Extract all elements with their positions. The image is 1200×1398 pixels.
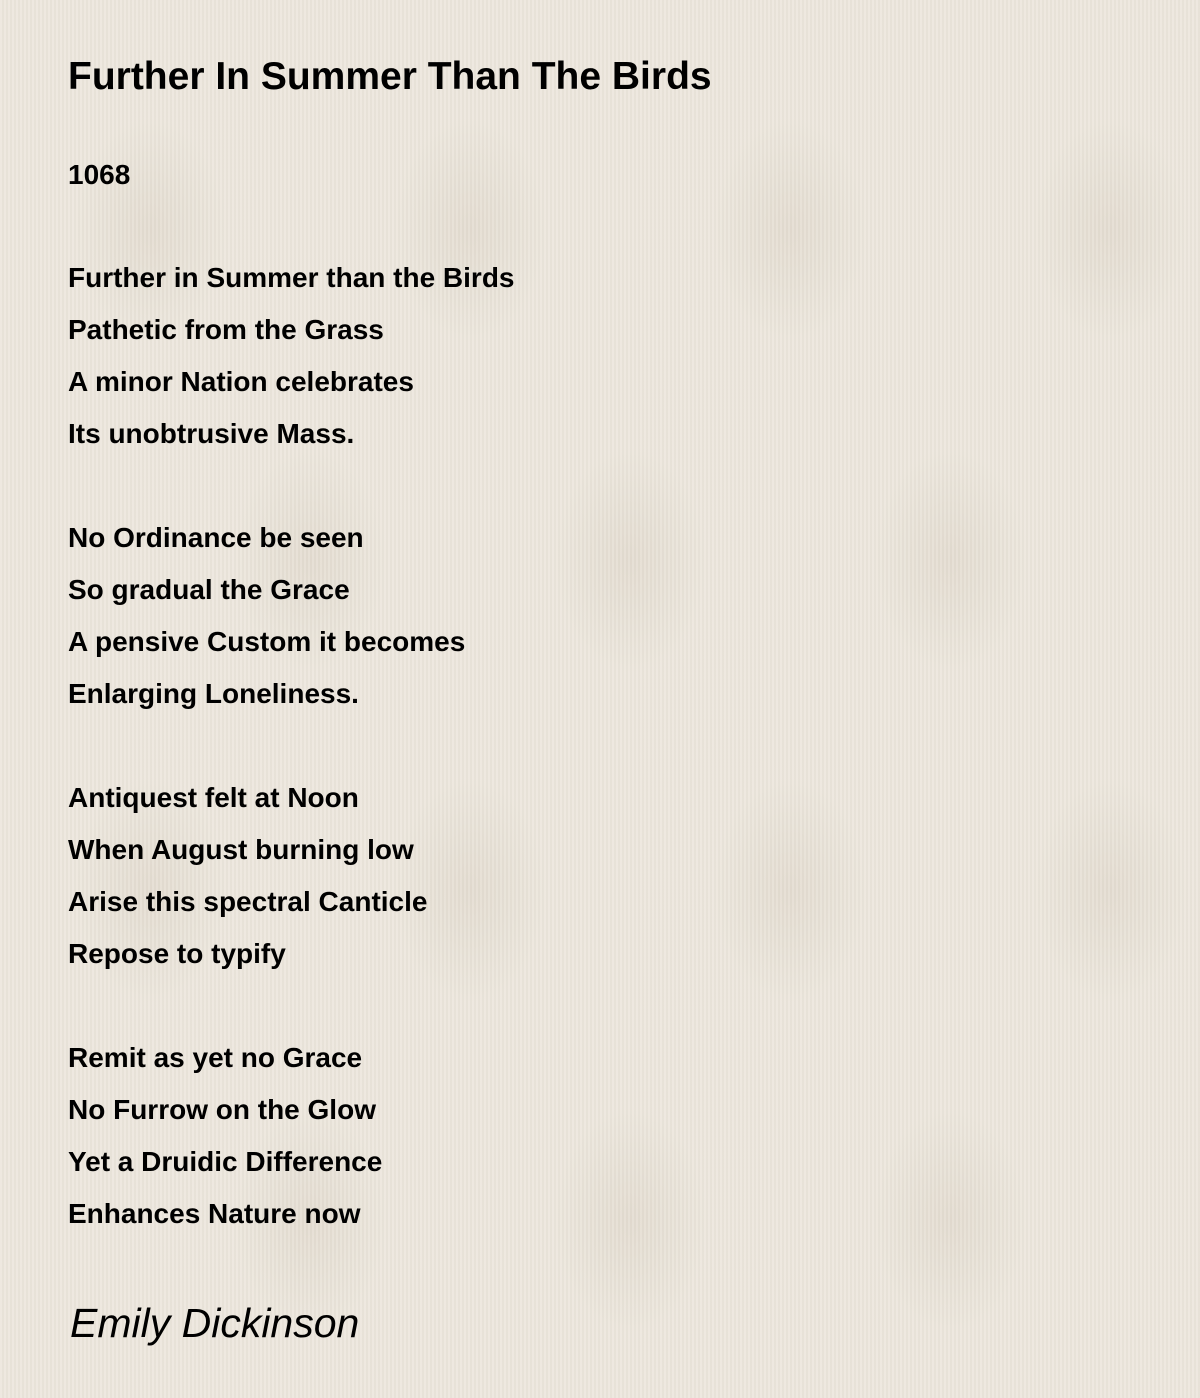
poem-line: Further in Summer than the Birds — [68, 262, 515, 293]
poem-line: Enhances Nature now — [68, 1198, 361, 1229]
poem-line: So gradual the Grace — [68, 574, 350, 605]
poem-line: When August burning low — [68, 834, 414, 865]
stanza-2 — [68, 512, 465, 720]
poem-line: Remit as yet no Grace — [68, 1042, 363, 1073]
poem-line: A pensive Custom it becomes — [68, 626, 466, 657]
poem-line: Its unobtrusive Mass. — [68, 418, 355, 449]
poem-line: Enlarging Loneliness. — [68, 678, 359, 709]
poem-line: Arise this spectral Canticle — [68, 886, 428, 917]
poem-line: A minor Nation celebrates — [68, 366, 414, 397]
stanza-1 — [68, 252, 515, 460]
poem-line: Antiquest felt at Noon — [68, 782, 359, 813]
stanza-4 — [68, 1032, 382, 1240]
poem-line: Pathetic from the Grass — [68, 314, 384, 345]
poem-number: 1068 — [68, 159, 131, 190]
poem-line: Yet a Druidic Difference — [68, 1146, 383, 1177]
poem-line: No Furrow on the Glow — [68, 1094, 376, 1125]
poem-title: Further In Summer Than The Birds — [68, 55, 712, 98]
poem-author: Emily Dickinson — [70, 1300, 360, 1346]
stanza-3 — [68, 772, 427, 980]
poem-line: Repose to typify — [68, 938, 286, 969]
poem-line: No Ordinance be seen — [68, 522, 364, 553]
